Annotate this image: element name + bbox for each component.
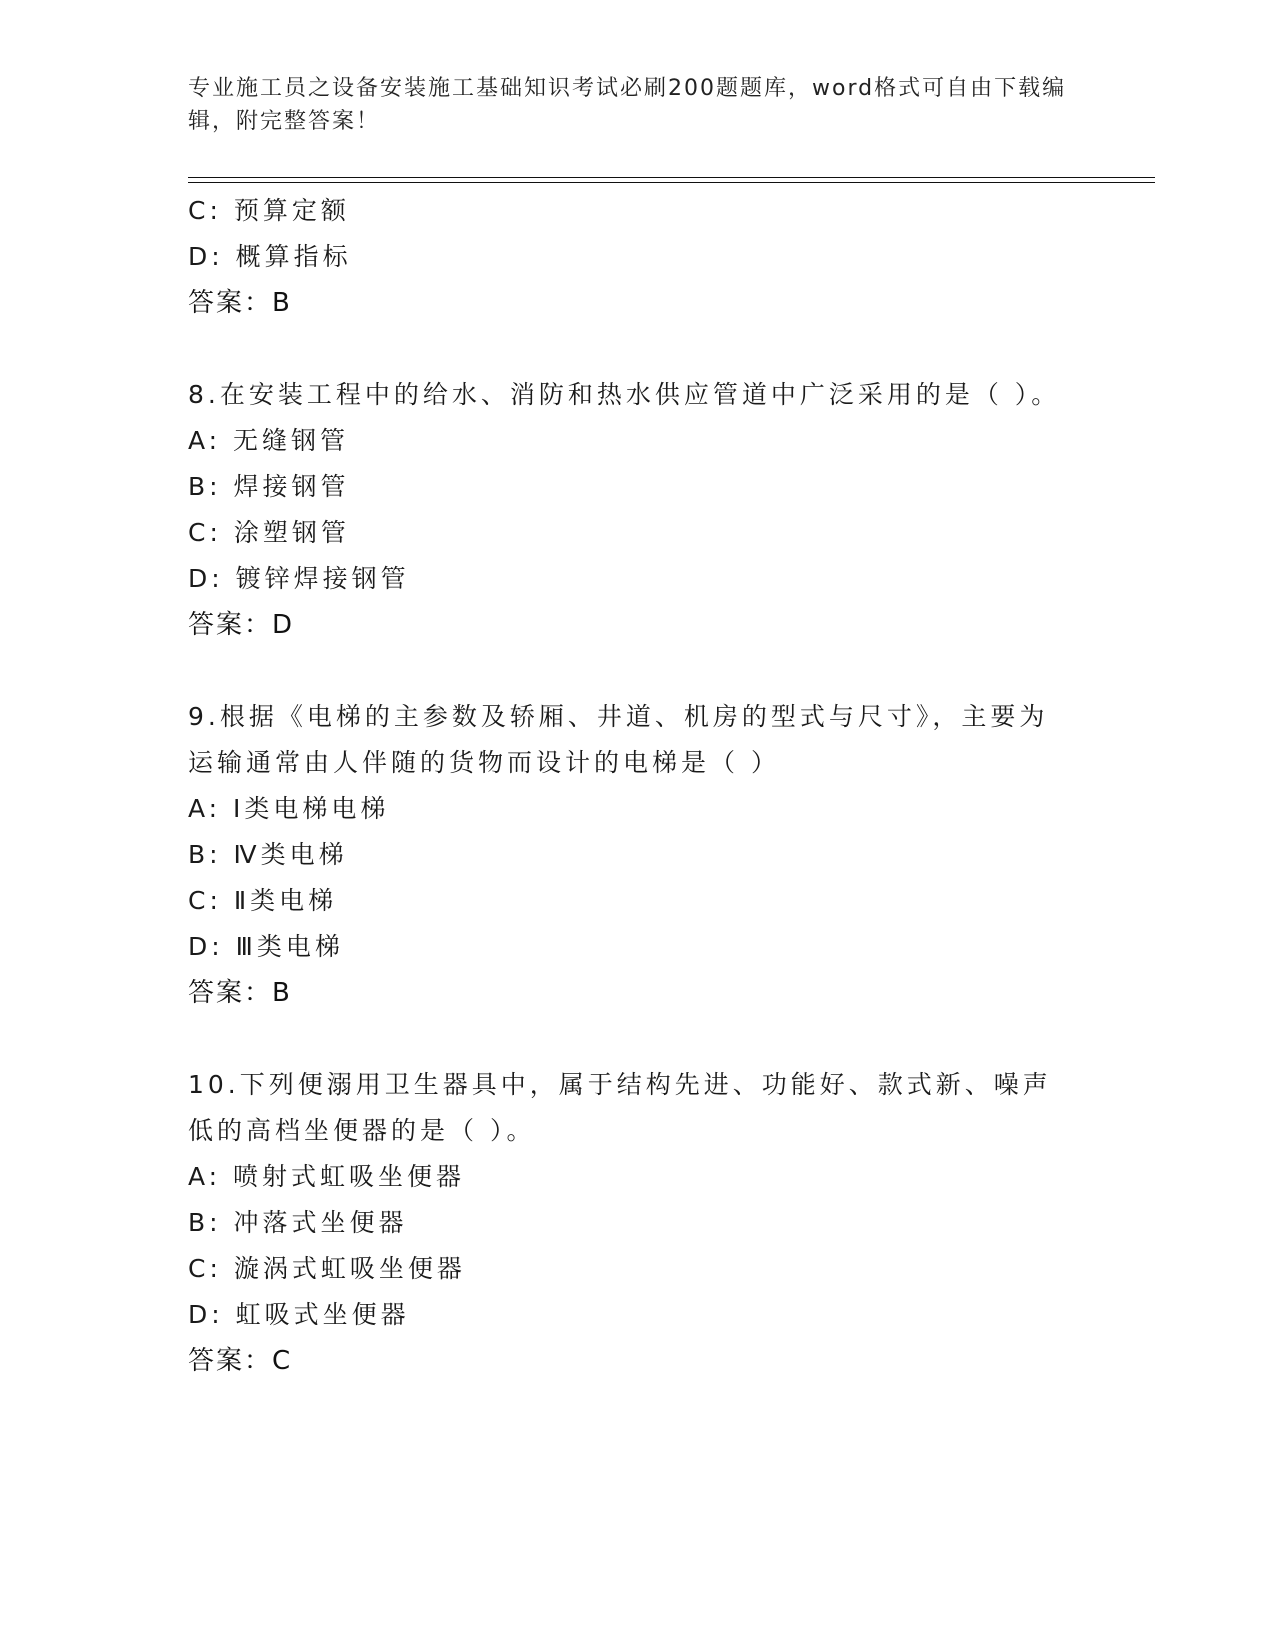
answer-line: 答案：B: [188, 288, 292, 318]
answer-line: 答案：C: [188, 1346, 293, 1376]
document-header: 专业施工员之设备安装施工基础知识考试必刷200题题库，word格式可自由下载编辑，附完整答案！: [188, 76, 1067, 134]
option-a: A: 无缝钢管: [188, 426, 350, 455]
question-stem: 10.下列便溺用卫生器具中，属于结构先进、功能好、款式新、噪声低的高档坐便器的是（ ）。: [188, 1070, 1052, 1145]
option-d: D: 镀锌焊接钢管: [188, 564, 410, 593]
question-9: [188, 694, 1088, 1016]
option-d: D: 概算指标: [188, 242, 352, 271]
option-a: A: 喷射式虹吸坐便器: [188, 1162, 466, 1191]
header-rule-top: [188, 177, 1155, 178]
option-c: C: 预算定额: [188, 196, 350, 225]
option-b: B: Ⅳ类电梯: [188, 840, 348, 869]
document-content: [188, 188, 1088, 1384]
option-d: D: 虹吸式坐便器: [188, 1300, 410, 1329]
option-c: C: 涂塑钢管: [188, 518, 350, 547]
option-c: C: Ⅱ类电梯: [188, 886, 338, 915]
option-a: A: Ⅰ类电梯电梯: [188, 794, 390, 823]
answer-line: 答案：B: [188, 978, 292, 1008]
question-7-continuation: [188, 188, 1088, 326]
option-b: B: 冲落式坐便器: [188, 1208, 408, 1237]
question-stem: 8.在安装工程中的给水、消防和热水供应管道中广泛采用的是（ ）。: [188, 380, 1061, 409]
answer-line: 答案：D: [188, 610, 295, 640]
question-stem: 9.根据《电梯的主参数及轿厢、井道、机房的型式与尺寸》，主要为运输通常由人伴随的货物而设计的电梯是（ ）: [188, 702, 1049, 777]
option-c: C: 漩涡式虹吸坐便器: [188, 1254, 466, 1283]
question-8: [188, 372, 1088, 648]
header-rule-bottom: [188, 182, 1155, 183]
option-d: D: Ⅲ类电梯: [188, 932, 344, 961]
question-10: [188, 1062, 1088, 1384]
option-b: B: 焊接钢管: [188, 472, 350, 501]
